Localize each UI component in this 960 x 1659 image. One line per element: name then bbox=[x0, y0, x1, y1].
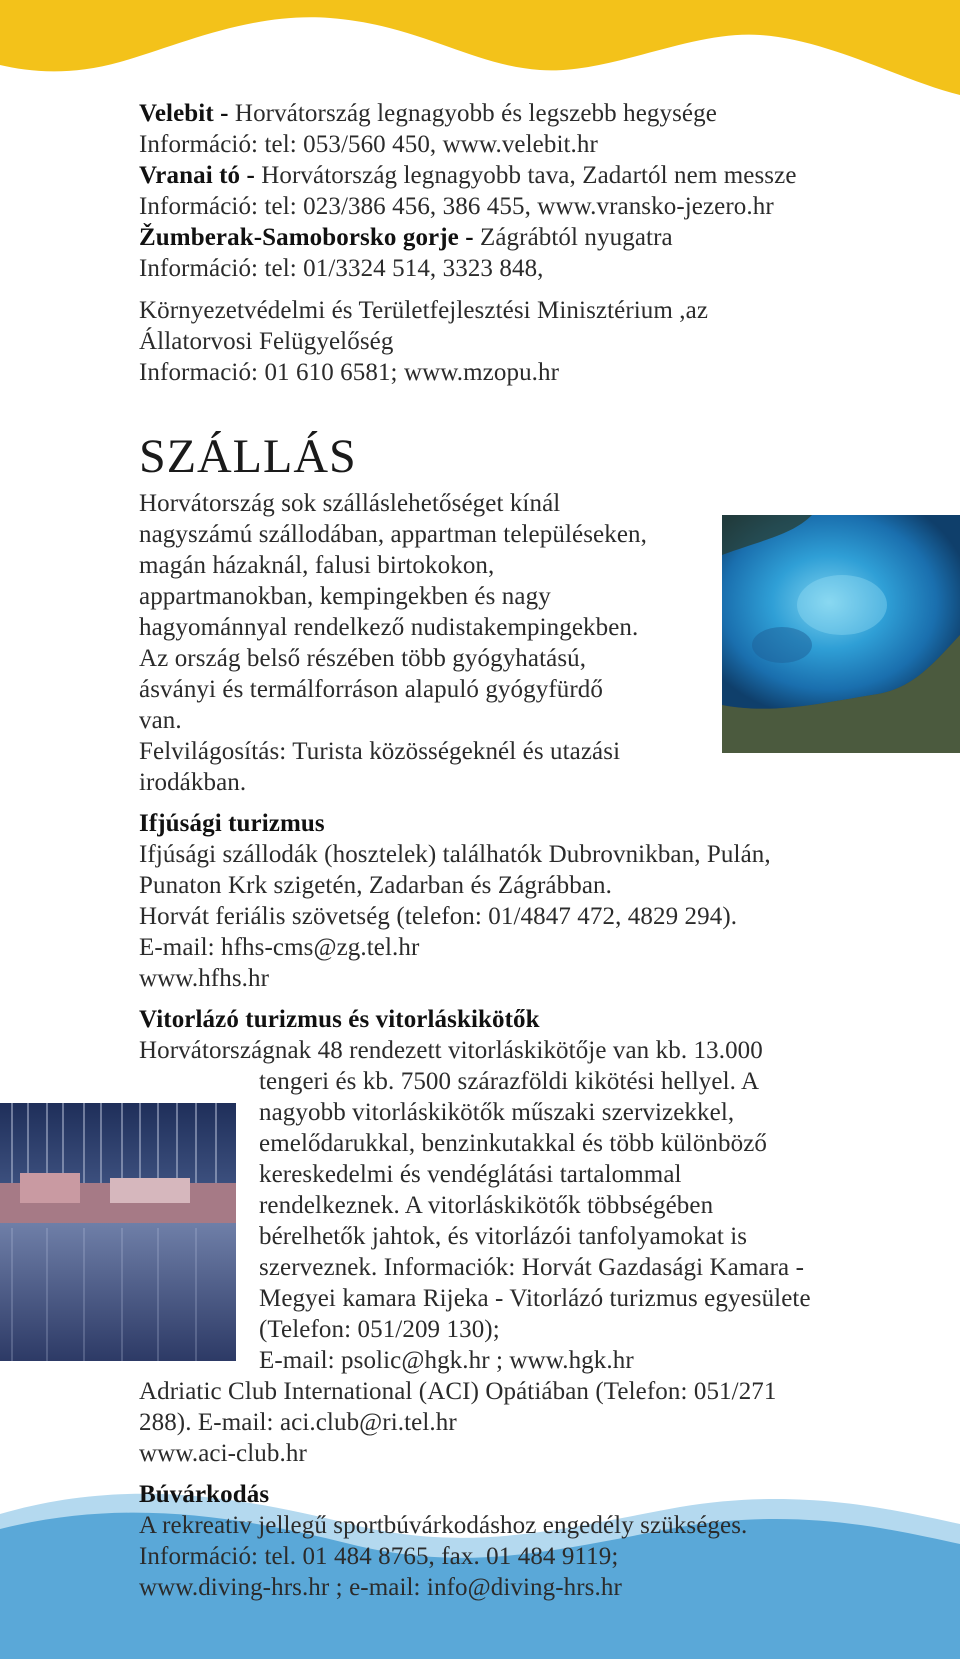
velebit-line bbox=[139, 98, 717, 129]
ifjusagi-title-text: Ifjúsági turizmus bbox=[139, 810, 325, 837]
vitorlazo-line: szerveznek. Informaciók: Horvát Gazdasági Kamara - bbox=[259, 1254, 805, 1281]
buvar-title bbox=[139, 1479, 269, 1510]
szallas-heading: SZÁLLÁS bbox=[139, 430, 357, 483]
ifjusagi-line: Ifjúsági szállodák (hosztelek) találhatók Dubrovnikban, Pulán, bbox=[139, 841, 771, 868]
vitorlazo-line: emelődarukkal, benzinkutakkal és több különböző bbox=[259, 1130, 768, 1157]
szallas-line: appartmanokban, kempingekben és nagy bbox=[139, 583, 551, 610]
velebit-title: Velebit - bbox=[139, 100, 229, 127]
marina-photo bbox=[0, 1103, 236, 1361]
szallas-line: Felvilágosítás: Turista közösségeknél és utazási bbox=[139, 738, 621, 765]
vitorlazo-line: nagyobb vitorláskikötők műszaki szervizekkel, bbox=[259, 1099, 735, 1126]
buvar-title-text: Búvárkodás bbox=[139, 1481, 270, 1508]
szallas-line: nagyszámú szállodában, appartman településeken, bbox=[139, 521, 647, 548]
ifjusagi-title bbox=[139, 808, 325, 839]
vitorlazo-first-line: Horvátországnak 48 rendezett vitorláskikötője van kb. 13.000 bbox=[139, 1037, 763, 1064]
top-wave-shape bbox=[0, 0, 960, 95]
vitorlazo-line: rendelkeznek. A vitorláskikötők többségében bbox=[259, 1192, 714, 1219]
vitorlazo-line: Megyei kamara Rijeka - Vitorlázó turizmus egyesülete bbox=[259, 1285, 811, 1312]
szallas-line: ásványi és termálforráson alapuló gyógyfürdő bbox=[139, 676, 603, 703]
vranai-info: Információ: tel: 023/386 456, 386 455, www.vransko-jezero.hr bbox=[139, 193, 774, 220]
zumberak-desc: Zágrábtól nyugatra bbox=[473, 224, 673, 251]
ifjusagi-line: Horvát feriális szövetség (telefon: 01/4847 472, 4829 294). bbox=[139, 903, 738, 930]
szallas-line: magán házaknál, falusi birtokokon, bbox=[139, 552, 495, 579]
zumberak-title: Žumberak-Samoborsko gorje - bbox=[139, 224, 474, 251]
vitorlazo-line: tengeri és kb. 7500 szárazföldi kikötési hellyel. A bbox=[259, 1068, 760, 1095]
aci-web: www.aci-club.hr bbox=[139, 1440, 307, 1467]
ifjusagi-web: www.hfhs.hr bbox=[139, 965, 270, 992]
bay-aerial-photo bbox=[722, 515, 960, 753]
ifjusagi-line: Punaton Krk szigetén, Zadarban és Zágrábban. bbox=[139, 872, 612, 899]
vranai-title: Vranai tó - bbox=[139, 162, 255, 189]
vitorlazo-title-text: Vitorlázó turizmus és vitorláskikötők bbox=[139, 1006, 540, 1033]
ministry-line: Környezetvédelmi és Területfejlesztési Minisztérium ,az bbox=[139, 297, 709, 324]
szallas-line: van. bbox=[139, 707, 182, 734]
vet-line: Állatorvosi Felügyelőség bbox=[139, 328, 394, 355]
vranai-line bbox=[139, 160, 797, 191]
vitorlazo-line: (Telefon: 051/209 130); bbox=[259, 1316, 500, 1343]
aci-line: Adriatic Club International (ACI) Opátiában (Telefon: 051/271 bbox=[139, 1378, 777, 1405]
ministry-info: Informació: 01 610 6581; www.mzopu.hr bbox=[139, 359, 560, 386]
vitorlazo-line: kereskedelmi és vendéglátási tartalommal bbox=[259, 1161, 682, 1188]
szallas-line: irodákban. bbox=[139, 769, 247, 796]
ifjusagi-email: E-mail: hfhs-cms@zg.tel.hr bbox=[139, 934, 420, 961]
buvar-info: Információ: tel. 01 484 8765, fax. 01 484 9119; bbox=[139, 1543, 619, 1570]
zumberak-line bbox=[139, 222, 673, 253]
buvar-line: A rekreativ jellegű sportbúvárkodáshoz engedély szükséges. bbox=[139, 1512, 748, 1539]
vranai-desc: Horvátország legnagyobb tava, Zadartól nem messze bbox=[254, 162, 797, 189]
vitorlazo-email: E-mail: psolic@hgk.hr ; www.hgk.hr bbox=[259, 1347, 634, 1374]
szallas-line: hagyománnyal rendelkező nudistakempingekben. bbox=[139, 614, 639, 641]
zumberak-info: Információ: tel: 01/3324 514, 3323 848, bbox=[139, 255, 544, 282]
szallas-line: Horvátország sok szálláslehetőséget kínál bbox=[139, 490, 561, 517]
buvar-web: www.diving-hrs.hr ; e-mail: info@diving-hrs.hr bbox=[139, 1574, 622, 1601]
velebit-info: Információ: tel: 053/560 450, www.velebit.hr bbox=[139, 131, 598, 158]
velebit-desc: Horvátország legnagyobb és legszebb hegysége bbox=[228, 100, 717, 127]
vitorlazo-title bbox=[139, 1004, 540, 1035]
szallas-line: Az ország belső részében több gyógyhatású, bbox=[139, 645, 587, 672]
vitorlazo-line: bérelhetők jahtok, és vitorlázói tanfolyamokat is bbox=[259, 1223, 748, 1250]
aci-email: 288). E-mail: aci.club@ri.tel.hr bbox=[139, 1409, 457, 1436]
